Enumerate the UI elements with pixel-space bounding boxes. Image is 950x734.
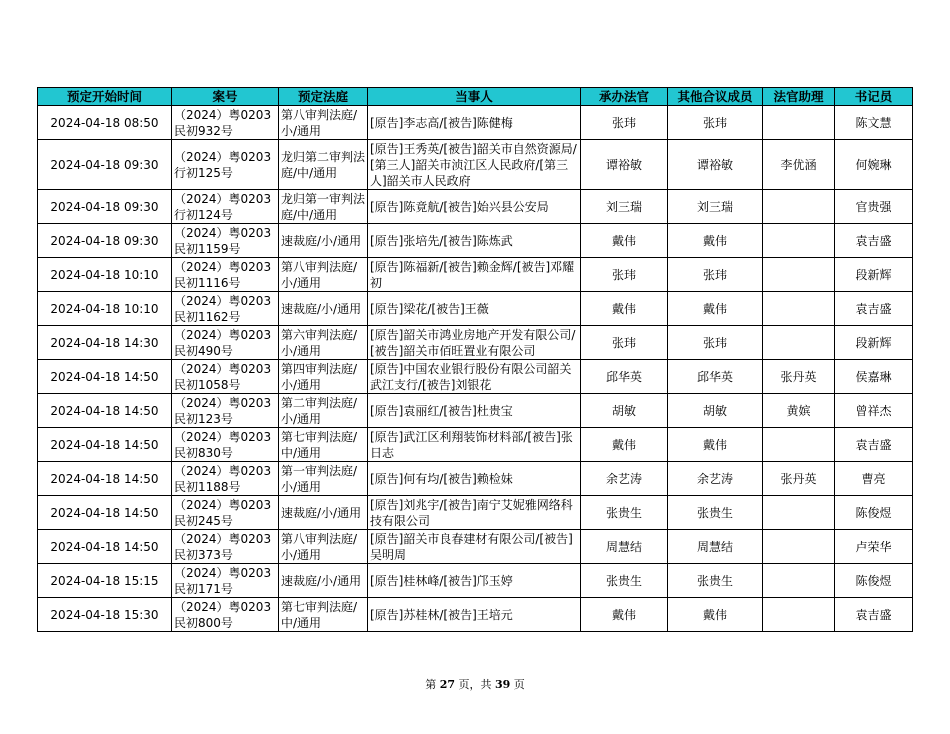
cell-courtroom: 第二审判法庭/小/通用 xyxy=(279,394,368,428)
current-page-number: 27 xyxy=(439,678,455,691)
table-row xyxy=(38,326,913,360)
cell-start-time: 2024-04-18 14:50 xyxy=(38,496,172,530)
cell-start-time: 2024-04-18 14:30 xyxy=(38,326,172,360)
cell-courtroom: 速裁庭/小/通用 xyxy=(279,292,368,326)
cell-case-number: （2024）粤0203民初932号 xyxy=(172,106,279,140)
cell-clerk: 袁吉盛 xyxy=(835,292,913,326)
cell-clerk: 袁吉盛 xyxy=(835,428,913,462)
cell-case-number: （2024）粤0203民初1188号 xyxy=(172,462,279,496)
cell-presiding-judge: 周慧结 xyxy=(581,530,668,564)
cell-parties: [原告]李志高/[被告]陈健梅 xyxy=(368,106,581,140)
cell-courtroom: 第八审判法庭/小/通用 xyxy=(279,258,368,292)
cell-parties: [原告]陈福新/[被告]赖金辉/[被告]邓耀初 xyxy=(368,258,581,292)
cell-parties: [原告]中国农业银行股份有限公司韶关武江支行/[被告]刘银花 xyxy=(368,360,581,394)
header-start-time: 预定开始时间 xyxy=(38,88,172,106)
cell-judge-assistant xyxy=(763,496,835,530)
cell-case-number: （2024）粤0203民初1058号 xyxy=(172,360,279,394)
cell-panel-members: 张贵生 xyxy=(668,496,763,530)
cell-panel-members: 周慧结 xyxy=(668,530,763,564)
cell-clerk: 袁吉盛 xyxy=(835,598,913,632)
table-body xyxy=(38,106,913,632)
table-row xyxy=(38,462,913,496)
cell-panel-members: 刘三瑞 xyxy=(668,190,763,224)
cell-clerk: 卢荣华 xyxy=(835,530,913,564)
cell-case-number: （2024）粤0203民初373号 xyxy=(172,530,279,564)
cell-judge-assistant xyxy=(763,106,835,140)
table-row xyxy=(38,530,913,564)
table-row xyxy=(38,564,913,598)
cell-courtroom: 第四审判法庭/小/通用 xyxy=(279,360,368,394)
cell-judge-assistant xyxy=(763,292,835,326)
cell-start-time: 2024-04-18 09:30 xyxy=(38,190,172,224)
footer-suffix: 页 xyxy=(510,678,525,691)
cell-panel-members: 胡敏 xyxy=(668,394,763,428)
cell-panel-members: 邱华英 xyxy=(668,360,763,394)
cell-presiding-judge: 张玮 xyxy=(581,106,668,140)
cell-judge-assistant: 李优涵 xyxy=(763,140,835,190)
cell-start-time: 2024-04-18 14:50 xyxy=(38,360,172,394)
header-case-number: 案号 xyxy=(172,88,279,106)
cell-presiding-judge: 张贵生 xyxy=(581,564,668,598)
cell-case-number: （2024）粤0203民初245号 xyxy=(172,496,279,530)
cell-clerk: 袁吉盛 xyxy=(835,224,913,258)
cell-case-number: （2024）粤0203民初800号 xyxy=(172,598,279,632)
cell-case-number: （2024）粤0203民初830号 xyxy=(172,428,279,462)
cell-parties: [原告]武江区利翔装饰材料部/[被告]张日志 xyxy=(368,428,581,462)
cell-courtroom: 龙归第一审判法庭/中/通用 xyxy=(279,190,368,224)
cell-parties: [原告]张培先/[被告]陈炼武 xyxy=(368,224,581,258)
cell-judge-assistant: 张丹英 xyxy=(763,360,835,394)
cell-start-time: 2024-04-18 10:10 xyxy=(38,292,172,326)
cell-presiding-judge: 余艺涛 xyxy=(581,462,668,496)
cell-start-time: 2024-04-18 14:50 xyxy=(38,394,172,428)
cell-start-time: 2024-04-18 15:15 xyxy=(38,564,172,598)
cell-case-number: （2024）粤0203民初123号 xyxy=(172,394,279,428)
cell-judge-assistant xyxy=(763,564,835,598)
cell-judge-assistant xyxy=(763,326,835,360)
cell-panel-members: 余艺涛 xyxy=(668,462,763,496)
cell-clerk: 曾祥杰 xyxy=(835,394,913,428)
cell-clerk: 侯嘉琳 xyxy=(835,360,913,394)
cell-parties: [原告]袁丽红/[被告]杜贵宝 xyxy=(368,394,581,428)
cell-start-time: 2024-04-18 09:30 xyxy=(38,224,172,258)
cell-panel-members: 戴伟 xyxy=(668,224,763,258)
cell-panel-members: 谭裕敏 xyxy=(668,140,763,190)
cell-presiding-judge: 谭裕敏 xyxy=(581,140,668,190)
cell-parties: [原告]桂林峰/[被告]邝玉婷 xyxy=(368,564,581,598)
cell-courtroom: 第六审判法庭/小/通用 xyxy=(279,326,368,360)
cell-presiding-judge: 张贵生 xyxy=(581,496,668,530)
cell-courtroom: 第八审判法庭/小/通用 xyxy=(279,530,368,564)
cell-clerk: 曹亮 xyxy=(835,462,913,496)
cell-case-number: （2024）粤0203行初124号 xyxy=(172,190,279,224)
table-row xyxy=(38,428,913,462)
cell-presiding-judge: 戴伟 xyxy=(581,292,668,326)
cell-parties: [原告]苏桂林/[被告]王培元 xyxy=(368,598,581,632)
cell-panel-members: 张玮 xyxy=(668,106,763,140)
cell-courtroom: 第七审判法庭/中/通用 xyxy=(279,428,368,462)
table-header-row xyxy=(38,88,913,106)
table-row xyxy=(38,292,913,326)
cell-start-time: 2024-04-18 14:50 xyxy=(38,428,172,462)
header-clerk: 书记员 xyxy=(835,88,913,106)
court-schedule-table xyxy=(37,87,913,632)
cell-case-number: （2024）粤0203民初1116号 xyxy=(172,258,279,292)
cell-courtroom: 第七审判法庭/中/通用 xyxy=(279,598,368,632)
header-judge-assistant: 法官助理 xyxy=(763,88,835,106)
cell-courtroom: 速裁庭/小/通用 xyxy=(279,564,368,598)
cell-courtroom: 速裁庭/小/通用 xyxy=(279,496,368,530)
footer-middle: 页，共 xyxy=(455,678,495,691)
cell-case-number: （2024）粤0203行初125号 xyxy=(172,140,279,190)
header-courtroom: 预定法庭 xyxy=(279,88,368,106)
cell-panel-members: 张玮 xyxy=(668,326,763,360)
cell-judge-assistant xyxy=(763,224,835,258)
cell-judge-assistant xyxy=(763,530,835,564)
cell-presiding-judge: 胡敏 xyxy=(581,394,668,428)
cell-clerk: 陈文慧 xyxy=(835,106,913,140)
table-row xyxy=(38,106,913,140)
cell-panel-members: 戴伟 xyxy=(668,428,763,462)
header-panel-members: 其他合议成员 xyxy=(668,88,763,106)
cell-judge-assistant xyxy=(763,258,835,292)
cell-clerk: 何婉琳 xyxy=(835,140,913,190)
header-presiding-judge: 承办法官 xyxy=(581,88,668,106)
cell-parties: [原告]何有均/[被告]赖检妹 xyxy=(368,462,581,496)
cell-start-time: 2024-04-18 15:30 xyxy=(38,598,172,632)
cell-judge-assistant: 黄嫔 xyxy=(763,394,835,428)
cell-panel-members: 戴伟 xyxy=(668,598,763,632)
cell-presiding-judge: 邱华英 xyxy=(581,360,668,394)
cell-case-number: （2024）粤0203民初1162号 xyxy=(172,292,279,326)
cell-judge-assistant xyxy=(763,598,835,632)
total-page-count: 39 xyxy=(495,678,511,691)
cell-panel-members: 戴伟 xyxy=(668,292,763,326)
cell-courtroom: 速裁庭/小/通用 xyxy=(279,224,368,258)
cell-courtroom: 第一审判法庭/小/通用 xyxy=(279,462,368,496)
table-row xyxy=(38,496,913,530)
cell-presiding-judge: 张玮 xyxy=(581,326,668,360)
page-footer xyxy=(0,676,950,692)
table-row xyxy=(38,140,913,190)
cell-presiding-judge: 张玮 xyxy=(581,258,668,292)
cell-start-time: 2024-04-18 08:50 xyxy=(38,106,172,140)
cell-case-number: （2024）粤0203民初490号 xyxy=(172,326,279,360)
table-row xyxy=(38,394,913,428)
cell-case-number: （2024）粤0203民初171号 xyxy=(172,564,279,598)
cell-parties: [原告]韶关市鸿业房地产开发有限公司/[被告]韶关市佰旺置业有限公司 xyxy=(368,326,581,360)
table-row xyxy=(38,598,913,632)
cell-start-time: 2024-04-18 10:10 xyxy=(38,258,172,292)
cell-parties: [原告]梁花/[被告]王薇 xyxy=(368,292,581,326)
cell-judge-assistant xyxy=(763,428,835,462)
cell-courtroom: 第八审判法庭/小/通用 xyxy=(279,106,368,140)
cell-clerk: 陈俊煜 xyxy=(835,564,913,598)
footer-prefix: 第 xyxy=(425,678,440,691)
cell-case-number: （2024）粤0203民初1159号 xyxy=(172,224,279,258)
cell-judge-assistant: 张丹英 xyxy=(763,462,835,496)
cell-presiding-judge: 刘三瑞 xyxy=(581,190,668,224)
cell-parties: [原告]陈竟航/[被告]始兴县公安局 xyxy=(368,190,581,224)
cell-presiding-judge: 戴伟 xyxy=(581,428,668,462)
table-row xyxy=(38,258,913,292)
cell-parties: [原告]刘兆宇/[被告]南宁艾妮雅网络科技有限公司 xyxy=(368,496,581,530)
cell-clerk: 官贵强 xyxy=(835,190,913,224)
cell-panel-members: 张玮 xyxy=(668,258,763,292)
cell-clerk: 陈俊煜 xyxy=(835,496,913,530)
cell-clerk: 段新辉 xyxy=(835,326,913,360)
table-row xyxy=(38,224,913,258)
cell-clerk: 段新辉 xyxy=(835,258,913,292)
header-parties: 当事人 xyxy=(368,88,581,106)
cell-parties: [原告]王秀英/[被告]韶关市自然资源局/[第三人]韶关市浈江区人民政府/[第三人]韶关市人民政府 xyxy=(368,140,581,190)
cell-judge-assistant xyxy=(763,190,835,224)
cell-presiding-judge: 戴伟 xyxy=(581,598,668,632)
cell-presiding-judge: 戴伟 xyxy=(581,224,668,258)
cell-start-time: 2024-04-18 14:50 xyxy=(38,462,172,496)
cell-panel-members: 张贵生 xyxy=(668,564,763,598)
cell-parties: [原告]韶关市良春建材有限公司/[被告]吴明周 xyxy=(368,530,581,564)
cell-courtroom: 龙归第二审判法庭/中/通用 xyxy=(279,140,368,190)
cell-start-time: 2024-04-18 14:50 xyxy=(38,530,172,564)
table-row xyxy=(38,360,913,394)
table-row xyxy=(38,190,913,224)
cell-start-time: 2024-04-18 09:30 xyxy=(38,140,172,190)
